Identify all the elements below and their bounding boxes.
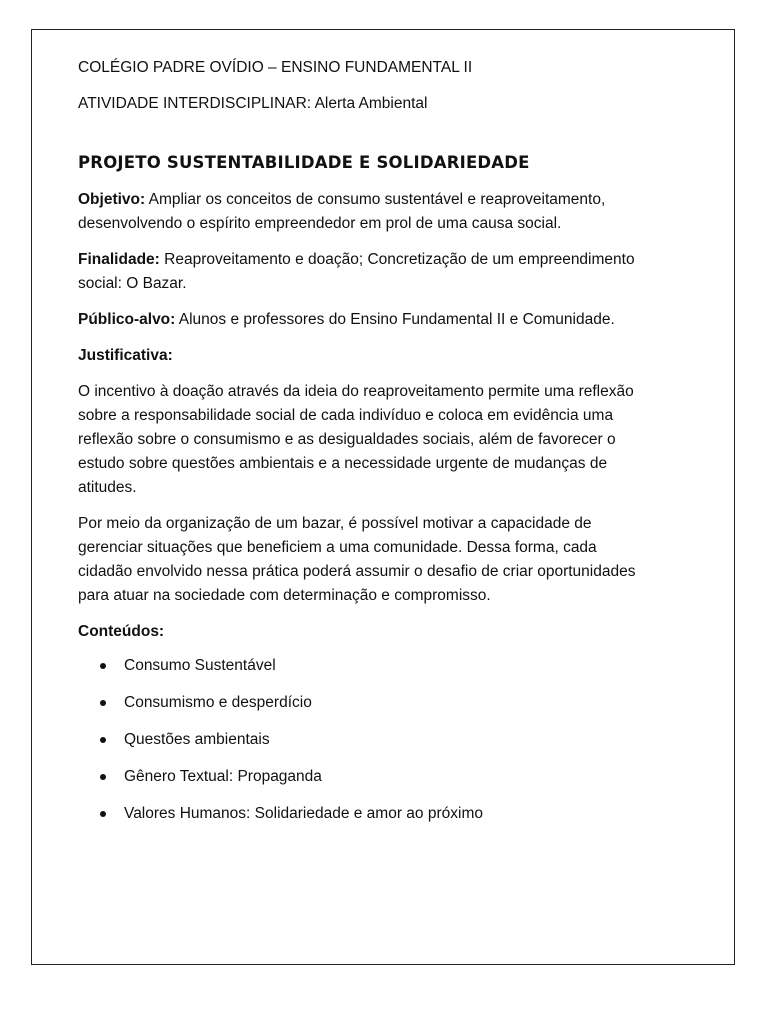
objetivo-paragraph <box>78 188 638 236</box>
list-item-text: Consumo Sustentável <box>124 657 276 674</box>
list-item <box>78 654 638 678</box>
list-item-text: Questões ambientais <box>124 731 270 748</box>
bullet-icon <box>100 774 106 780</box>
school-name: COLÉGIO PADRE OVÍDIO – ENSINO FUNDAMENTAL II <box>78 59 473 76</box>
justificativa-paragraph-1: O incentivo à doação através da ideia do reaproveitamento permite uma reflexão sobre a responsabilidade social de cada indivíduo e coloca em evidência uma reflexão sobre o consumismo e as desigualdades sociais, além de favorecer o estudo sobre questões ambientais e a necessidade urgente de mudanças de atitudes. <box>78 383 634 496</box>
finalidade-label: Finalidade: <box>78 251 160 268</box>
bullet-icon <box>100 663 106 669</box>
list-item-text: Consumismo e desperdício <box>124 694 312 711</box>
list-item-text: Valores Humanos: Solidariedade e amor ao próximo <box>124 805 483 822</box>
finalidade-text: Reaproveitamento e doação; Concretização de um empreendimento social: O Bazar. <box>78 251 635 292</box>
publico-alvo-label: Público-alvo: <box>78 311 176 328</box>
list-item-text: Gênero Textual: Propaganda <box>124 768 322 785</box>
list-item <box>78 802 638 826</box>
publico-alvo-text: Alunos e professores do Ensino Fundamental II e Comunidade. <box>175 311 615 328</box>
finalidade-paragraph <box>78 248 638 296</box>
activity-line <box>78 92 638 116</box>
activity-value: Alerta Ambiental <box>311 95 428 112</box>
conteudos-heading: Conteúdos: <box>78 623 165 640</box>
objetivo-label: Objetivo: <box>78 191 146 208</box>
bullet-icon <box>100 700 106 706</box>
justificativa-paragraph-2: Por meio da organização de um bazar, é possível motivar a capacidade de gerenciar situações que beneficiem a uma comunidade. Dessa forma, cada cidadão envolvido nessa prática poderá assumir o desafio de criar oportunidades para atuar na sociedade com determinação e compromisso. <box>78 515 636 604</box>
document-title: PROJETO SUSTENTABILIDADE E SOLIDARIEDADE <box>78 153 530 172</box>
justificativa-heading: Justificativa: <box>78 347 173 364</box>
bullet-icon <box>100 811 106 817</box>
publico-alvo-paragraph <box>78 308 638 332</box>
bullet-icon <box>100 737 106 743</box>
activity-label: ATIVIDADE INTERDISCIPLINAR: <box>78 95 312 112</box>
list-item <box>78 728 638 752</box>
list-item <box>78 765 638 789</box>
document-body <box>78 56 638 839</box>
conteudos-list <box>78 654 638 826</box>
list-item <box>78 691 638 715</box>
objetivo-text: Ampliar os conceitos de consumo sustentável e reaproveitamento, desenvolvendo o espírito empreendedor em prol de uma causa social. <box>78 191 606 232</box>
